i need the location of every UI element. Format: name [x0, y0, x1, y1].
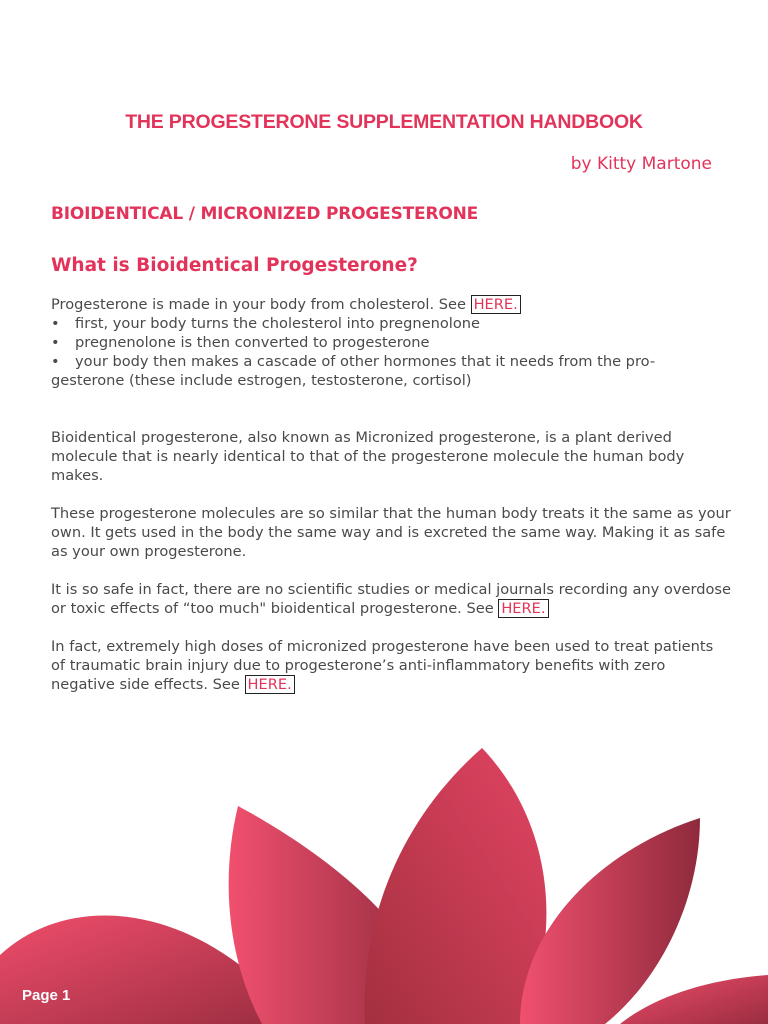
intro-here-link[interactable]: HERE. — [471, 295, 521, 314]
brain-injury-here-link[interactable]: HERE. — [245, 675, 295, 694]
paragraph-text: These progesterone molecules are so similar that the human body treats it the same as your own. It gets used in the body the same way and is excreted the same way. Making it as safe as your own progesterone. — [51, 505, 731, 560]
paragraph-text: In fact, extremely high doses of micronized progesterone have been used to treat patients of traumatic brain injury due to progesterone’s anti-inflammatory benefits with zero negative side effects. See — [51, 638, 714, 693]
document-title: THE PROGESTERONE SUPPLEMENTATION HANDBOOK — [125, 111, 643, 133]
bullet-text: first, your body turns the cholesterol into pregnenolone — [75, 315, 481, 332]
sub-heading: What is Bioidentical Progesterone? — [51, 255, 418, 276]
paragraph-text: Bioidentical progesterone, also known as Micronized progesterone, is a plant derived molecule that is nearly identical to that of the progesterone molecule the human body makes. — [51, 429, 685, 484]
paragraph-bioidentical-definition — [51, 428, 731, 485]
bullet-dot: • — [51, 334, 60, 351]
petal-center — [365, 748, 547, 1024]
bullet-list — [51, 314, 731, 390]
petal-right — [520, 818, 700, 1024]
intro-paragraph — [51, 295, 731, 314]
intro-text: Progesterone is made in your body from cholesterol. See — [51, 296, 471, 313]
list-item — [51, 352, 731, 371]
paragraph-safety — [51, 580, 731, 618]
author-byline: by Kitty Martone — [570, 154, 712, 174]
list-item-continuation: gesterone (these include estrogen, testosterone, cortisol) — [51, 372, 472, 389]
paragraph-text: It is so safe in fact, there are no scientific studies or medical journals recording any overdose or toxic effects of “too much" bioidentical progesterone. See — [51, 581, 731, 617]
list-item — [51, 333, 731, 352]
page-number: Page 1 — [22, 987, 71, 1004]
list-item — [51, 314, 731, 333]
paragraph-similarity — [51, 504, 731, 561]
paragraph-brain-injury — [51, 637, 731, 694]
bullet-text: pregnenolone is then converted to progesterone — [75, 334, 430, 351]
bullet-dot: • — [51, 353, 60, 370]
bullet-dot: • — [51, 315, 60, 332]
section-heading: BIOIDENTICAL / MICRONIZED PROGESTERONE — [51, 204, 479, 224]
bullet-text: your body then makes a cascade of other hormones that it needs from the pro- — [75, 353, 656, 370]
safety-here-link[interactable]: HERE. — [498, 599, 548, 618]
